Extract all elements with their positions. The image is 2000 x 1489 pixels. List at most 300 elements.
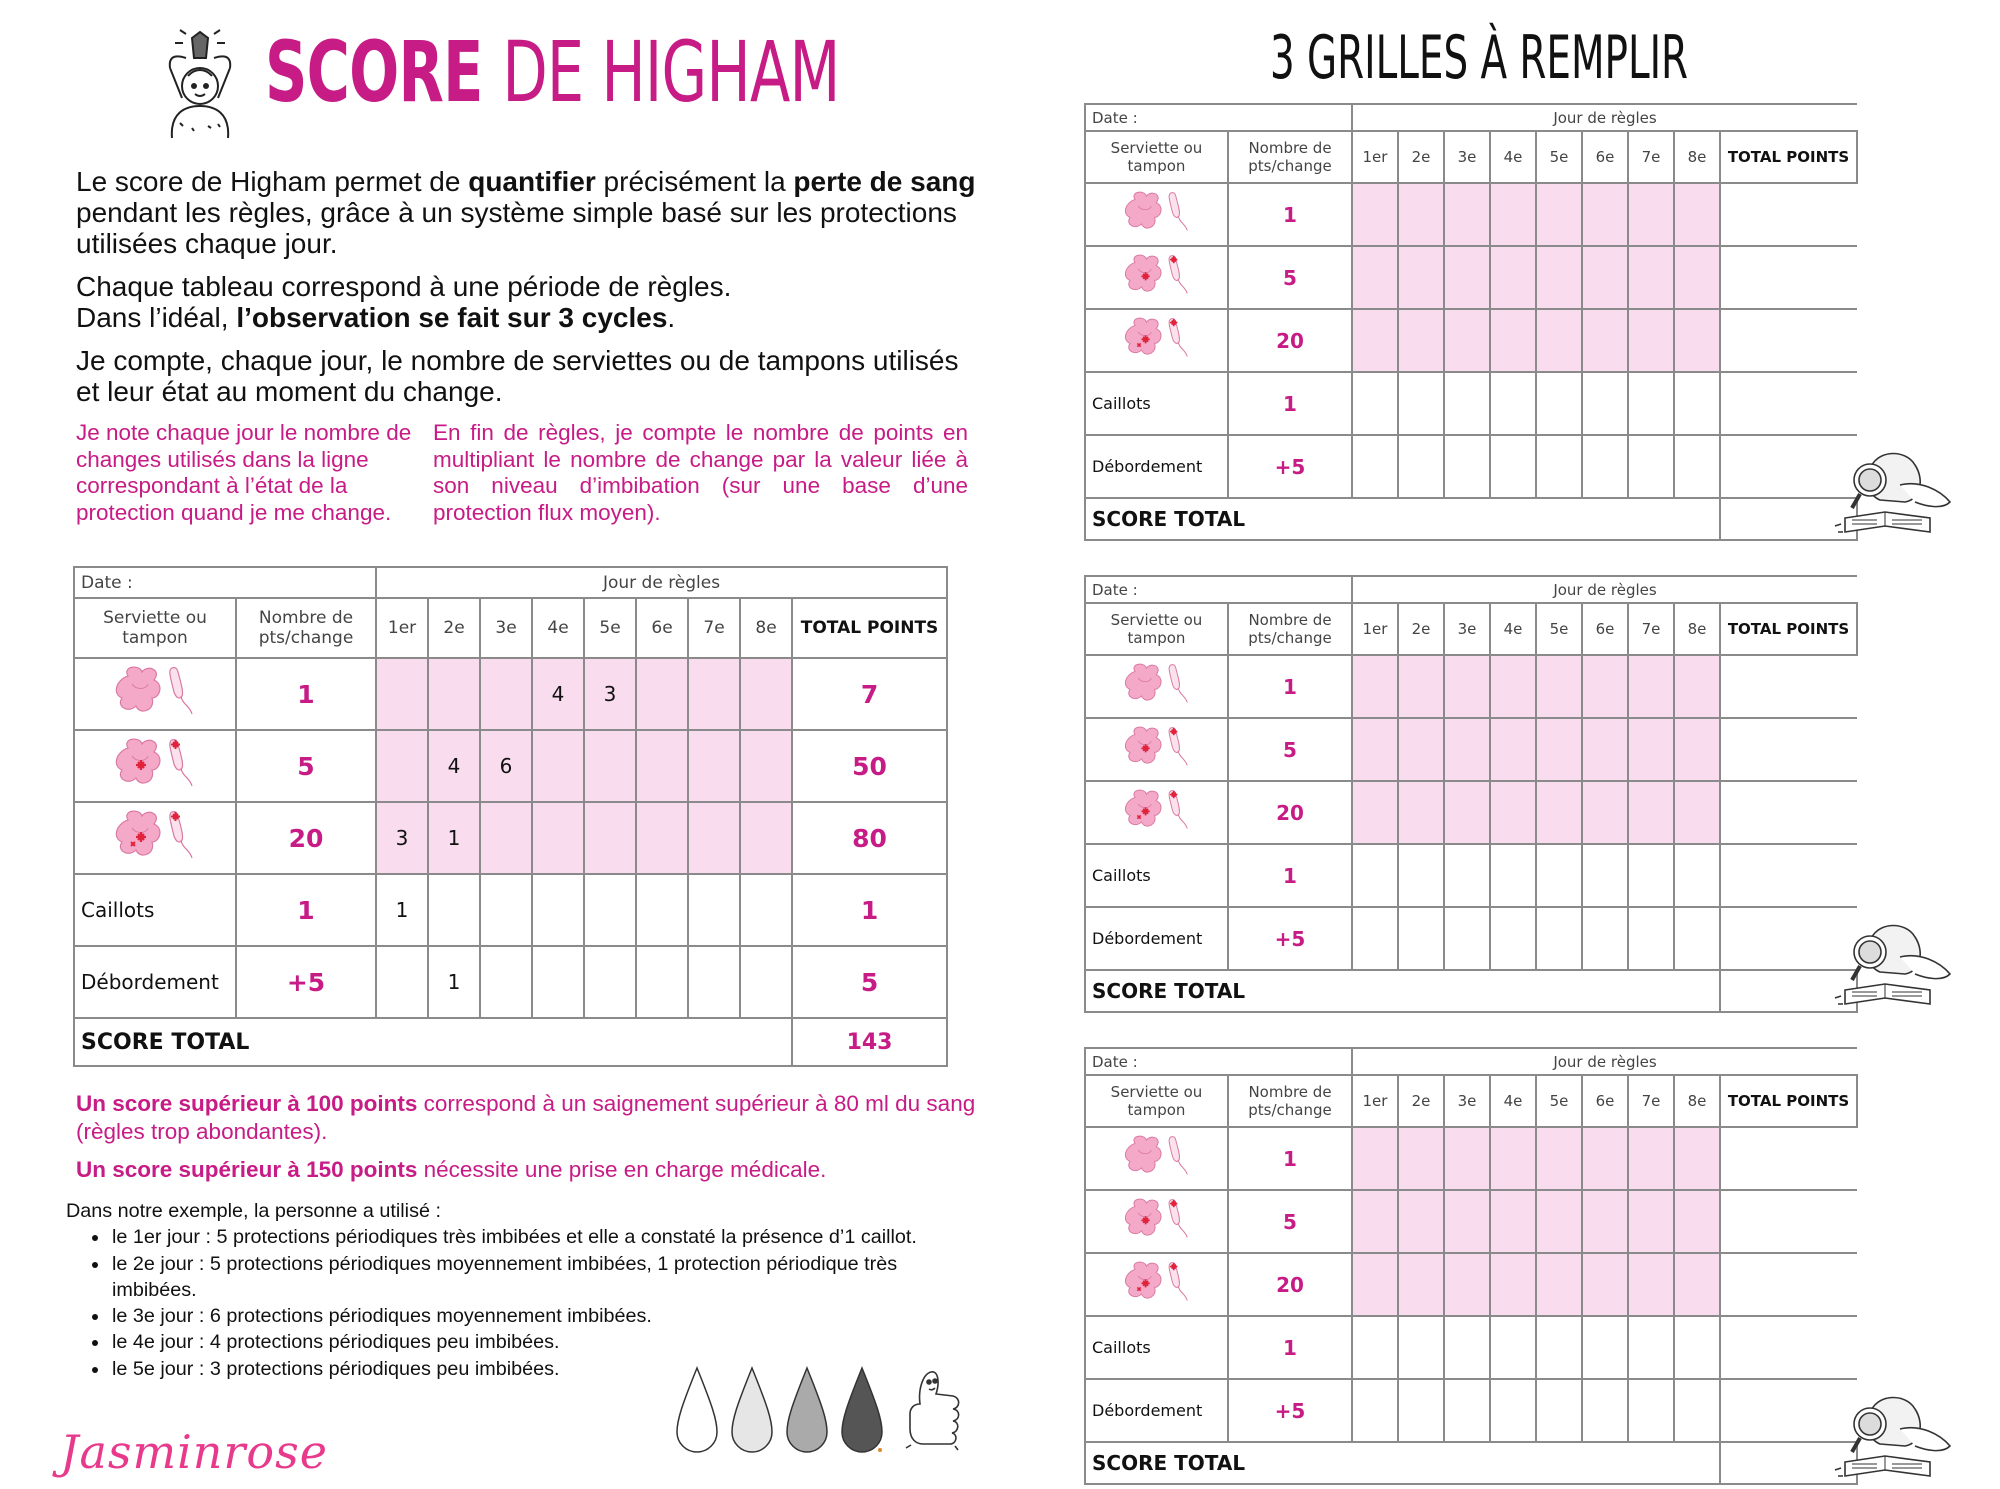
day-cell[interactable] bbox=[1352, 183, 1398, 246]
day-header: 1er bbox=[376, 598, 428, 658]
date-label: Date : bbox=[74, 567, 376, 598]
day-cell bbox=[740, 730, 792, 802]
day-cell[interactable] bbox=[1674, 1253, 1720, 1316]
day-header: 8e bbox=[1674, 1075, 1720, 1127]
day-cell[interactable] bbox=[1674, 718, 1720, 781]
day-cell[interactable] bbox=[1444, 435, 1490, 498]
day-header: 1er bbox=[1352, 1075, 1398, 1127]
day-cell bbox=[584, 946, 636, 1018]
day-cell[interactable] bbox=[1490, 435, 1536, 498]
example-item: • le 5e jour : 3 protections périodiques peu imbibées. bbox=[110, 1356, 966, 1382]
day-cell[interactable] bbox=[1628, 718, 1674, 781]
protection-cell bbox=[1085, 781, 1228, 844]
day-cell[interactable] bbox=[1674, 183, 1720, 246]
protection-cell: Débordement bbox=[1085, 435, 1228, 498]
row-total: 1 bbox=[792, 874, 947, 946]
day-cell bbox=[688, 658, 740, 730]
day-header: 8e bbox=[1674, 603, 1720, 655]
day-cell[interactable] bbox=[1674, 1316, 1720, 1379]
protection-cell bbox=[1085, 1127, 1228, 1190]
example-intro: Dans notre exemple, la personne a utilisé : bbox=[66, 1200, 441, 1222]
score-total-label: SCORE TOTAL bbox=[74, 1018, 792, 1066]
day-cell[interactable] bbox=[1674, 435, 1720, 498]
day-header: 2e bbox=[1398, 1075, 1444, 1127]
points-value: 5 bbox=[236, 730, 376, 802]
day-cell[interactable] bbox=[1674, 246, 1720, 309]
day-cell[interactable] bbox=[1490, 1379, 1536, 1442]
heavily-soaked-pad-and-tampon-icon bbox=[110, 806, 200, 871]
day-cell[interactable] bbox=[1352, 1379, 1398, 1442]
day-header: 7e bbox=[1628, 1075, 1674, 1127]
day-header: 6e bbox=[1582, 603, 1628, 655]
day-cell[interactable] bbox=[1536, 1253, 1582, 1316]
row-total[interactable] bbox=[1720, 781, 1857, 844]
day-cell bbox=[428, 658, 480, 730]
day-cell[interactable] bbox=[1490, 781, 1536, 844]
protection-column-header: Serviette ou tampon bbox=[1085, 1075, 1228, 1127]
date-label: Date : bbox=[1085, 1048, 1352, 1075]
points-value: 5 bbox=[1228, 246, 1352, 309]
day-header: 1er bbox=[1352, 603, 1398, 655]
day-cell[interactable] bbox=[1444, 1127, 1490, 1190]
day-header: 5e bbox=[1536, 603, 1582, 655]
day-cell[interactable] bbox=[1490, 1127, 1536, 1190]
note-left: Je note chaque jour le nombre de changes utilisés dans la ligne correspondant à l’état de la protection quand je me change. bbox=[76, 420, 412, 525]
day-cell[interactable] bbox=[1490, 655, 1536, 718]
day-cell[interactable] bbox=[1444, 1379, 1490, 1442]
day-cell bbox=[636, 658, 688, 730]
day-cell bbox=[480, 658, 532, 730]
day-cell[interactable] bbox=[1352, 844, 1398, 907]
example-item: • le 3e jour : 6 protections périodiques moyennement imbibées. bbox=[110, 1303, 966, 1329]
day-cell[interactable] bbox=[1398, 1127, 1444, 1190]
day-header: 2e bbox=[1398, 603, 1444, 655]
day-header: 8e bbox=[740, 598, 792, 658]
day-cell[interactable] bbox=[1490, 309, 1536, 372]
day-cell[interactable] bbox=[1444, 718, 1490, 781]
day-cell bbox=[688, 802, 740, 874]
day-cell[interactable] bbox=[1582, 1190, 1628, 1253]
protection-cell: Débordement bbox=[74, 946, 236, 1018]
day-cell[interactable] bbox=[1490, 246, 1536, 309]
day-cell[interactable] bbox=[1444, 907, 1490, 970]
signature: Jasminrose bbox=[60, 1425, 328, 1479]
row-total[interactable] bbox=[1720, 246, 1857, 309]
medium-soaked-pad-and-tampon-icon bbox=[1120, 723, 1194, 776]
protection-cell: Débordement bbox=[1085, 1379, 1228, 1442]
day-cell[interactable] bbox=[1628, 1316, 1674, 1379]
day-cell[interactable] bbox=[1536, 1190, 1582, 1253]
days-header: Jour de règles bbox=[1352, 1048, 1857, 1075]
points-value: 1 bbox=[1228, 1127, 1352, 1190]
day-cell: 6 bbox=[480, 730, 532, 802]
day-cell[interactable] bbox=[1582, 1253, 1628, 1316]
points-value: 5 bbox=[1228, 718, 1352, 781]
light-soaked-pad-and-tampon-icon bbox=[1120, 188, 1194, 241]
day-cell[interactable] bbox=[1628, 183, 1674, 246]
days-header: Jour de règles bbox=[1352, 104, 1857, 131]
day-cell[interactable] bbox=[1352, 309, 1398, 372]
points-value: 1 bbox=[1228, 844, 1352, 907]
day-cell[interactable] bbox=[1582, 781, 1628, 844]
light-soaked-pad-and-tampon-icon bbox=[1120, 1132, 1194, 1185]
day-cell[interactable] bbox=[1490, 1316, 1536, 1379]
day-cell[interactable] bbox=[1444, 183, 1490, 246]
right-title: 3 GRILLES À REMPLIR bbox=[1270, 23, 1689, 93]
days-header: Jour de règles bbox=[376, 567, 947, 598]
day-header: 5e bbox=[1536, 131, 1582, 183]
day-cell bbox=[636, 802, 688, 874]
day-cell[interactable] bbox=[1674, 781, 1720, 844]
day-header: 7e bbox=[688, 598, 740, 658]
day-cell bbox=[428, 874, 480, 946]
day-cell[interactable] bbox=[1490, 718, 1536, 781]
day-cell[interactable] bbox=[1674, 309, 1720, 372]
day-cell bbox=[532, 946, 584, 1018]
day-cell: 3 bbox=[584, 658, 636, 730]
heavily-soaked-pad-and-tampon-icon bbox=[1120, 1258, 1194, 1311]
day-cell[interactable] bbox=[1444, 246, 1490, 309]
day-cell bbox=[532, 802, 584, 874]
day-header: 4e bbox=[532, 598, 584, 658]
day-cell[interactable] bbox=[1398, 718, 1444, 781]
day-cell: 4 bbox=[428, 730, 480, 802]
score-total-value: 143 bbox=[792, 1018, 947, 1066]
day-header: 8e bbox=[1674, 131, 1720, 183]
day-cell[interactable] bbox=[1352, 372, 1398, 435]
day-cell[interactable] bbox=[1628, 907, 1674, 970]
day-cell[interactable] bbox=[1398, 309, 1444, 372]
day-cell[interactable] bbox=[1536, 781, 1582, 844]
row-total[interactable] bbox=[1720, 1316, 1857, 1379]
day-cell[interactable] bbox=[1536, 718, 1582, 781]
person-raising-drop-icon bbox=[150, 28, 250, 143]
day-cell[interactable] bbox=[1674, 372, 1720, 435]
protection-cell: Caillots bbox=[1085, 1316, 1228, 1379]
day-cell[interactable] bbox=[1398, 907, 1444, 970]
day-cell bbox=[740, 874, 792, 946]
day-cell bbox=[636, 874, 688, 946]
day-cell bbox=[688, 946, 740, 1018]
day-cell[interactable] bbox=[1628, 309, 1674, 372]
medium-soaked-pad-and-tampon-icon bbox=[1120, 1195, 1194, 1248]
total-points-header: TOTAL POINTS bbox=[1720, 603, 1857, 655]
day-cell[interactable] bbox=[1398, 844, 1444, 907]
day-cell[interactable] bbox=[1536, 844, 1582, 907]
score-total-label: SCORE TOTAL bbox=[1085, 970, 1720, 1012]
row-total: 80 bbox=[792, 802, 947, 874]
day-header: 6e bbox=[636, 598, 688, 658]
protection-cell bbox=[1085, 655, 1228, 718]
points-value: +5 bbox=[1228, 435, 1352, 498]
day-cell bbox=[636, 730, 688, 802]
protection-column-header: Serviette ou tampon bbox=[1085, 131, 1228, 183]
day-cell bbox=[480, 874, 532, 946]
day-cell[interactable] bbox=[1352, 435, 1398, 498]
day-cell: 1 bbox=[428, 946, 480, 1018]
day-header: 5e bbox=[584, 598, 636, 658]
day-cell[interactable] bbox=[1628, 1253, 1674, 1316]
row-total[interactable] bbox=[1720, 844, 1857, 907]
day-cell[interactable] bbox=[1444, 309, 1490, 372]
day-cell[interactable] bbox=[1352, 1316, 1398, 1379]
day-cell bbox=[376, 946, 428, 1018]
points-value: 20 bbox=[1228, 1253, 1352, 1316]
blank-grid-3 bbox=[1084, 1047, 1858, 1485]
day-cell[interactable] bbox=[1490, 1190, 1536, 1253]
day-cell[interactable] bbox=[1582, 1127, 1628, 1190]
row-total[interactable] bbox=[1720, 1253, 1857, 1316]
day-cell[interactable] bbox=[1398, 435, 1444, 498]
day-cell[interactable] bbox=[1674, 655, 1720, 718]
row-total[interactable] bbox=[1720, 1127, 1857, 1190]
score-total-label: SCORE TOTAL bbox=[1085, 1442, 1720, 1484]
day-cell[interactable] bbox=[1536, 246, 1582, 309]
day-cell[interactable] bbox=[1536, 309, 1582, 372]
note-right: En fin de règles, je compte le nombre de points en multipliant le nombre de change par la valeur liée à son niveau d’imbibation (sur une base d’une protection flux moyen). bbox=[433, 420, 968, 525]
light-soaked-pad-and-tampon-icon bbox=[1120, 660, 1194, 713]
row-total[interactable] bbox=[1720, 309, 1857, 372]
day-cell[interactable] bbox=[1628, 655, 1674, 718]
day-cell[interactable] bbox=[1582, 1316, 1628, 1379]
day-cell: 1 bbox=[376, 874, 428, 946]
day-cell: 4 bbox=[532, 658, 584, 730]
day-header: 3e bbox=[480, 598, 532, 658]
protection-cell bbox=[74, 658, 236, 730]
heavily-soaked-pad-and-tampon-icon bbox=[1120, 314, 1194, 367]
day-cell[interactable] bbox=[1398, 372, 1444, 435]
day-cell[interactable] bbox=[1352, 246, 1398, 309]
day-cell[interactable] bbox=[1536, 655, 1582, 718]
day-cell[interactable] bbox=[1628, 435, 1674, 498]
points-value: 20 bbox=[236, 802, 376, 874]
score-100-info: Un score supérieur à 100 points correspond à un saignement supérieur à 80 ml du sang (règles trop abondantes). bbox=[76, 1091, 976, 1144]
heavily-soaked-pad-and-tampon-icon bbox=[1120, 786, 1194, 839]
day-cell[interactable] bbox=[1628, 372, 1674, 435]
day-cell bbox=[480, 946, 532, 1018]
protection-cell bbox=[1085, 183, 1228, 246]
day-cell[interactable] bbox=[1490, 1253, 1536, 1316]
day-cell[interactable] bbox=[1444, 1253, 1490, 1316]
row-total[interactable] bbox=[1720, 718, 1857, 781]
points-column-header: Nombre de pts/change bbox=[1228, 603, 1352, 655]
day-cell[interactable] bbox=[1444, 1316, 1490, 1379]
day-cell[interactable] bbox=[1490, 844, 1536, 907]
row-total[interactable] bbox=[1720, 183, 1857, 246]
day-cell bbox=[376, 658, 428, 730]
row-total: 5 bbox=[792, 946, 947, 1018]
row-total[interactable] bbox=[1720, 372, 1857, 435]
points-value: 1 bbox=[1228, 1316, 1352, 1379]
day-cell bbox=[740, 946, 792, 1018]
day-cell[interactable] bbox=[1352, 655, 1398, 718]
day-cell[interactable] bbox=[1398, 246, 1444, 309]
light-soaked-pad-and-tampon-icon bbox=[110, 662, 200, 727]
day-header: 3e bbox=[1444, 131, 1490, 183]
score-info bbox=[76, 1090, 976, 1194]
protection-cell bbox=[74, 802, 236, 874]
points-column-header: Nombre de pts/change bbox=[236, 598, 376, 658]
day-cell[interactable] bbox=[1398, 183, 1444, 246]
points-value: 20 bbox=[1228, 309, 1352, 372]
day-cell[interactable] bbox=[1352, 907, 1398, 970]
score-total-label: SCORE TOTAL bbox=[1085, 498, 1720, 540]
day-cell[interactable] bbox=[1582, 246, 1628, 309]
day-header: 7e bbox=[1628, 603, 1674, 655]
example-explanation bbox=[66, 1198, 966, 1382]
day-cell[interactable] bbox=[1536, 1127, 1582, 1190]
day-cell[interactable] bbox=[1536, 1316, 1582, 1379]
day-header: 5e bbox=[1536, 1075, 1582, 1127]
row-total: 50 bbox=[792, 730, 947, 802]
day-cell[interactable] bbox=[1628, 1190, 1674, 1253]
day-cell[interactable] bbox=[1674, 1190, 1720, 1253]
points-column-header: Nombre de pts/change bbox=[1228, 1075, 1352, 1127]
intro-paragraph-2: Chaque tableau correspond à une période de règles. Dans l’idéal, l’observation se fait sur 3 cycles. bbox=[76, 271, 732, 333]
day-cell bbox=[688, 874, 740, 946]
protection-cell bbox=[1085, 309, 1228, 372]
day-cell[interactable] bbox=[1582, 1379, 1628, 1442]
day-header: 6e bbox=[1582, 131, 1628, 183]
day-cell[interactable] bbox=[1536, 1379, 1582, 1442]
day-cell[interactable] bbox=[1352, 1190, 1398, 1253]
protection-cell: Caillots bbox=[1085, 844, 1228, 907]
example-item: • le 4e jour : 4 protections périodiques peu imbibées. bbox=[110, 1329, 966, 1355]
day-header: 4e bbox=[1490, 603, 1536, 655]
points-value: +5 bbox=[236, 946, 376, 1018]
day-cell[interactable] bbox=[1398, 1190, 1444, 1253]
day-cell[interactable] bbox=[1536, 372, 1582, 435]
row-total[interactable] bbox=[1720, 655, 1857, 718]
day-cell bbox=[480, 802, 532, 874]
day-cell[interactable] bbox=[1628, 1379, 1674, 1442]
day-cell[interactable] bbox=[1444, 655, 1490, 718]
day-cell bbox=[584, 730, 636, 802]
day-cell[interactable] bbox=[1398, 1379, 1444, 1442]
day-cell bbox=[584, 874, 636, 946]
day-cell[interactable] bbox=[1398, 781, 1444, 844]
points-column-header: Nombre de pts/change bbox=[1228, 131, 1352, 183]
day-cell[interactable] bbox=[1444, 1190, 1490, 1253]
days-header: Jour de règles bbox=[1352, 576, 1857, 603]
points-value: 1 bbox=[1228, 655, 1352, 718]
day-cell bbox=[740, 658, 792, 730]
day-cell bbox=[532, 874, 584, 946]
day-cell[interactable] bbox=[1582, 907, 1628, 970]
day-cell[interactable] bbox=[1536, 907, 1582, 970]
day-cell[interactable] bbox=[1582, 844, 1628, 907]
day-cell[interactable] bbox=[1628, 246, 1674, 309]
day-header: 3e bbox=[1444, 603, 1490, 655]
day-cell[interactable] bbox=[1352, 718, 1398, 781]
protection-cell bbox=[1085, 1190, 1228, 1253]
example-grid bbox=[73, 566, 948, 1067]
day-header: 4e bbox=[1490, 1075, 1536, 1127]
day-cell[interactable] bbox=[1490, 907, 1536, 970]
day-cell[interactable] bbox=[1582, 372, 1628, 435]
day-cell bbox=[376, 730, 428, 802]
day-cell[interactable] bbox=[1582, 655, 1628, 718]
medium-soaked-pad-and-tampon-icon bbox=[1120, 251, 1194, 304]
points-value: 1 bbox=[1228, 372, 1352, 435]
day-cell[interactable] bbox=[1582, 718, 1628, 781]
day-cell[interactable] bbox=[1674, 907, 1720, 970]
day-cell[interactable] bbox=[1352, 781, 1398, 844]
example-item: • le 2e jour : 5 protections périodiques moyennement imbibées, 1 protection périodique très imbibées. bbox=[110, 1251, 966, 1304]
day-cell[interactable] bbox=[1398, 1253, 1444, 1316]
day-cell[interactable] bbox=[1398, 1316, 1444, 1379]
day-cell[interactable] bbox=[1490, 183, 1536, 246]
day-cell[interactable] bbox=[1536, 183, 1582, 246]
day-cell[interactable] bbox=[1674, 1127, 1720, 1190]
total-points-header: TOTAL POINTS bbox=[1720, 131, 1857, 183]
day-header: 2e bbox=[1398, 131, 1444, 183]
points-value: 1 bbox=[236, 658, 376, 730]
day-cell bbox=[584, 802, 636, 874]
intro-text bbox=[76, 166, 976, 419]
day-header: 4e bbox=[1490, 131, 1536, 183]
day-cell: 3 bbox=[376, 802, 428, 874]
protection-cell: Caillots bbox=[1085, 372, 1228, 435]
blank-grid-1 bbox=[1084, 103, 1858, 541]
protection-column-header: Serviette ou tampon bbox=[74, 598, 236, 658]
day-cell[interactable] bbox=[1444, 372, 1490, 435]
day-cell bbox=[688, 730, 740, 802]
day-cell bbox=[636, 946, 688, 1018]
protection-cell bbox=[74, 730, 236, 802]
day-cell[interactable] bbox=[1628, 1127, 1674, 1190]
day-header: 6e bbox=[1582, 1075, 1628, 1127]
intro-paragraph-1: Le score de Higham permet de quantifier précisément la perte de sang pendant les règles, grâce à un système simple basé sur les protections utilisées chaque jour. bbox=[76, 166, 976, 259]
points-value: +5 bbox=[1228, 907, 1352, 970]
total-points-header: TOTAL POINTS bbox=[792, 598, 947, 658]
day-cell[interactable] bbox=[1490, 372, 1536, 435]
day-cell[interactable] bbox=[1582, 183, 1628, 246]
points-value: 1 bbox=[236, 874, 376, 946]
reader-with-magnifier-icon bbox=[1830, 440, 1960, 545]
protection-cell bbox=[1085, 1253, 1228, 1316]
date-label: Date : bbox=[1085, 576, 1352, 603]
day-cell[interactable] bbox=[1628, 781, 1674, 844]
example-item: • le 1er jour : 5 protections périodiques très imbibées et elle a constaté la présence d’1 caillot. bbox=[110, 1224, 966, 1250]
points-value: +5 bbox=[1228, 1379, 1352, 1442]
day-cell[interactable] bbox=[1674, 844, 1720, 907]
date-label: Date : bbox=[1085, 104, 1352, 131]
intro-paragraph-3: Je compte, chaque jour, le nombre de serviettes ou de tampons utilisés et leur état au moment du change. bbox=[76, 345, 959, 407]
day-cell[interactable] bbox=[1674, 1379, 1720, 1442]
score-150-info: Un score supérieur à 150 points nécessite une prise en charge médicale. bbox=[76, 1157, 827, 1182]
day-cell[interactable] bbox=[1536, 435, 1582, 498]
protection-cell: Caillots bbox=[74, 874, 236, 946]
day-cell[interactable] bbox=[1352, 1127, 1398, 1190]
points-value: 20 bbox=[1228, 781, 1352, 844]
blank-grid-2 bbox=[1084, 575, 1858, 1013]
day-cell[interactable] bbox=[1582, 435, 1628, 498]
thumbs-up-icon bbox=[898, 1364, 968, 1460]
day-cell[interactable] bbox=[1444, 781, 1490, 844]
points-value: 5 bbox=[1228, 1190, 1352, 1253]
reader-with-magnifier-icon bbox=[1830, 1384, 1960, 1489]
day-cell[interactable] bbox=[1582, 309, 1628, 372]
page-title: SCORE DE HIGHAM bbox=[265, 23, 840, 121]
day-cell bbox=[532, 730, 584, 802]
points-value: 1 bbox=[1228, 183, 1352, 246]
day-cell[interactable] bbox=[1628, 844, 1674, 907]
day-cell[interactable] bbox=[1444, 844, 1490, 907]
row-total[interactable] bbox=[1720, 1190, 1857, 1253]
day-cell[interactable] bbox=[1398, 655, 1444, 718]
day-cell[interactable] bbox=[1352, 1253, 1398, 1316]
